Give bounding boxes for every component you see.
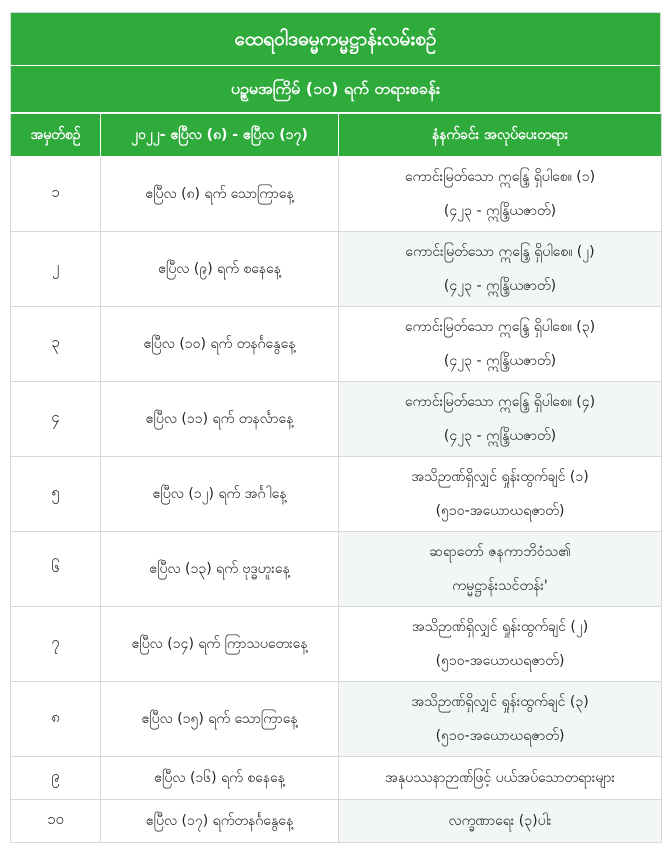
topic-line-1: အသိဉာဏ်ရှိလျှင် ရှုန်းထွက်ချင် (၃) <box>411 694 589 710</box>
schedule-table <box>10 113 662 843</box>
table-row <box>11 682 662 757</box>
table-row <box>11 457 662 532</box>
topic-line-2: (၅၁၀-အယောဃရဇာတ်) <box>435 728 565 744</box>
serial-no-cell: ၇ <box>11 607 101 682</box>
topic-line-1: ကောင်းမြတ်သော ဣန္ဒြေ ရှိပါစေ။ (၁) <box>404 169 596 185</box>
topic-line-1: ကောင်းမြတ်သော ဣန္ဒြေ ရှိပါစေ။ (၂) <box>405 244 595 260</box>
serial-no-cell: ၅ <box>11 457 101 532</box>
date-cell: ဧပြီလ (၈) ရက် သောကြာနေ့ <box>101 157 339 232</box>
date-cell: ဧပြီလ (၉) ရက် စနေနေ့ <box>101 232 339 307</box>
date-cell: ဧပြီလ (၁၆) ရက် စနေနေ့ <box>101 757 339 800</box>
serial-no-cell: ၉ <box>11 757 101 800</box>
page-title: ထေရဝါဒဓမ္မကမ္မဋ္ဌာန်းလမ်းစဉ် <box>10 12 661 66</box>
topic-line-2: ကမ္မဋ္ဌာန်းသင်တန်း' <box>452 578 548 594</box>
table-row <box>11 307 662 382</box>
topic-cell <box>339 682 662 757</box>
date-cell: ဧပြီလ (၁၃) ရက် ဗုဒ္ဓဟူးနေ့ <box>101 532 339 607</box>
date-cell: ဧပြီလ (၁၇) ရက်တနင်္ဂနွေနေ့ <box>101 800 339 843</box>
serial-no-cell: ၆ <box>11 532 101 607</box>
table-row <box>11 157 662 232</box>
serial-no-cell: ၃ <box>11 307 101 382</box>
topic-cell <box>339 382 662 457</box>
topic-cell <box>339 307 662 382</box>
date-cell: ဧပြီလ (၁၄) ရက် ကြာသပတေးနေ့ <box>101 607 339 682</box>
topic-cell <box>339 457 662 532</box>
topic-line-2: (၄၂၃ - ဣန္ဒြိယဇာတ်) <box>443 353 557 369</box>
table-header-row <box>11 114 662 157</box>
topic-line-2: (၅၁၀-အယောဃရဇာတ်) <box>435 503 565 519</box>
serial-no-cell: ၁ <box>11 157 101 232</box>
topic-line-2: (၄၂၃ - ဣန္ဒြိယဇာတ်) <box>443 428 557 444</box>
table-row <box>11 607 662 682</box>
date-cell: ဧပြီလ (၁၀) ရက် တနင်္ဂနွေနေ့ <box>101 307 339 382</box>
topic-cell: လက္ခဏာရေး (၃)ပါး <box>339 800 662 843</box>
topic-cell <box>339 532 662 607</box>
serial-no-cell: ၄ <box>11 382 101 457</box>
table-row <box>11 532 662 607</box>
topic-line-1: ဆရာတော် ဇနကာဘိဝံသ၏ <box>429 544 571 560</box>
serial-no-cell: ၈ <box>11 682 101 757</box>
table-row <box>11 800 662 843</box>
topic-cell <box>339 157 662 232</box>
topic-cell <box>339 232 662 307</box>
header-serial-no: အမှတ်စဉ် <box>11 114 101 157</box>
serial-no-cell: ၂ <box>11 232 101 307</box>
topic-line-2: (၄၂၃ - ဣန္ဒြိယဇာတ်) <box>443 203 557 219</box>
header-date: ၂၀၂၂- ဧပြီလ (၈) - ဧပြီလ (၁၇) <box>101 114 339 157</box>
table-row <box>11 382 662 457</box>
schedule-table-container <box>10 12 661 843</box>
table-row <box>11 232 662 307</box>
date-cell: ဧပြီလ (၁၂) ရက် အင်္ဂါနေ့ <box>101 457 339 532</box>
topic-line-2: (၅၁၀-အယောဃရဇာတ်) <box>435 653 565 669</box>
table-row <box>11 757 662 800</box>
topic-line-1: ကောင်းမြတ်သော ဣန္ဒြေ ရှိပါစေ။ (၃) <box>404 319 596 335</box>
date-cell: ဧပြီလ (၁၅) ရက် သောကြာနေ့ <box>101 682 339 757</box>
topic-line-1: အသိဉာဏ်ရှိလျှင် ရှုန်းထွက်ချင် (၂) <box>411 619 589 635</box>
header-morning-dhamma-talk: နံနက်ခင်း အလုပ်ပေးတရား <box>339 114 662 157</box>
topic-line-1: အသိဉာဏ်ရှိလျှင် ရှုန်းထွက်ချင် (၁) <box>411 469 589 485</box>
topic-line-1: ကောင်းမြတ်သော ဣန္ဒြေ ရှိပါစေ။ (၄) <box>404 394 596 410</box>
serial-no-cell: ၁၀ <box>11 800 101 843</box>
topic-cell <box>339 607 662 682</box>
topic-line-2: (၄၂၃ - ဣန္ဒြိယဇာတ်) <box>443 278 557 294</box>
date-cell: ဧပြီလ (၁၁) ရက် တနင်္လာနေ့ <box>101 382 339 457</box>
topic-cell: အနုပဿနာဉာဏ်ဖြင့် ပယ်အပ်သောတရားများ <box>339 757 662 800</box>
retreat-subtitle: ပဉ္စမအကြိမ် (၁၀) ရက် တရားစခန်း <box>10 66 661 113</box>
